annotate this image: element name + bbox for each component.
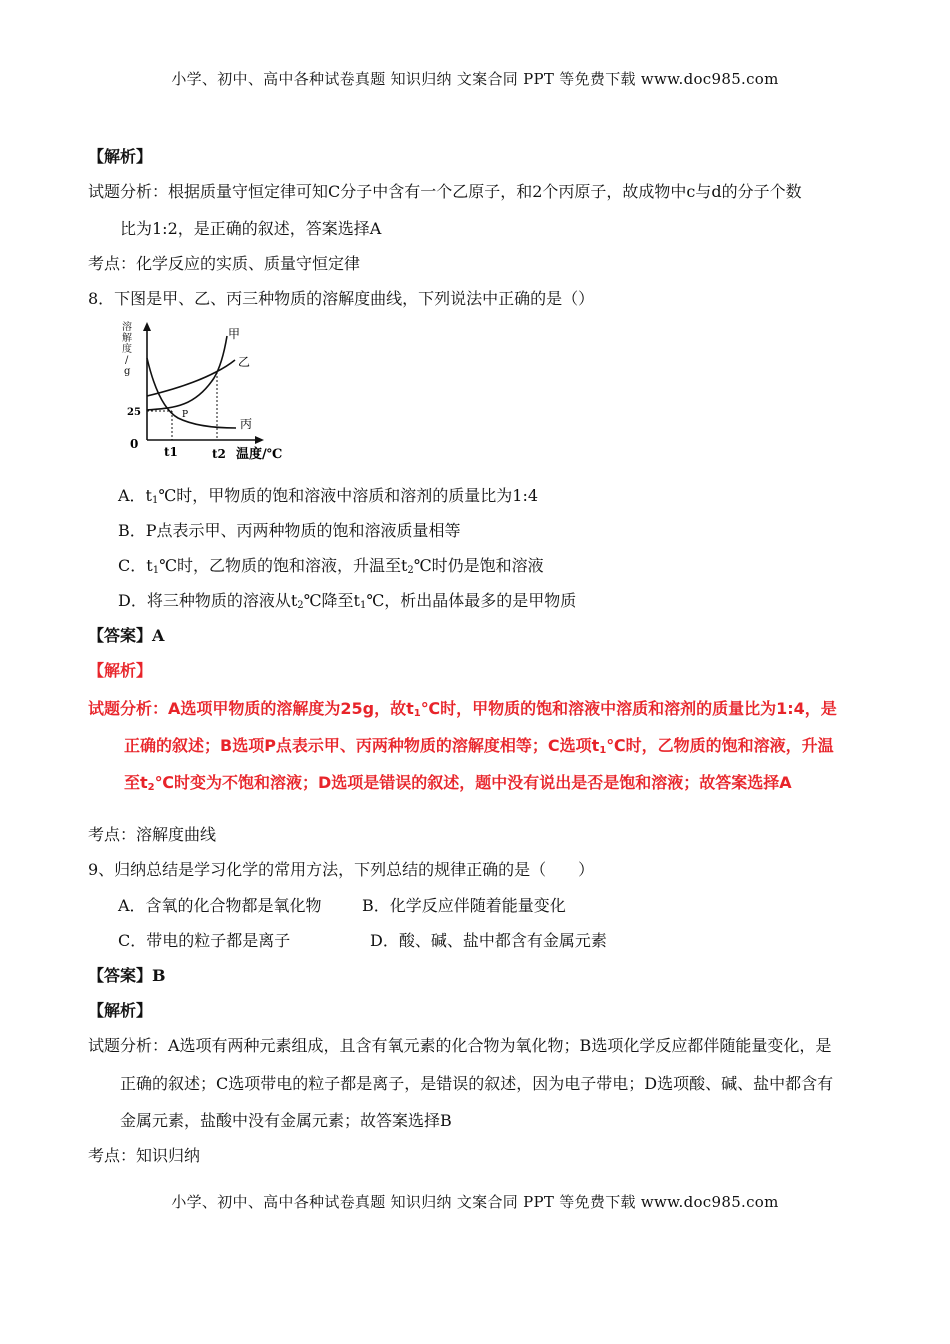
series-label-bing: 丙 <box>240 417 253 431</box>
q9-analysis-line-2: 正确的叙述；C选项带电的粒子都是离子，是错误的叙述，因为电子带电；D选项酸、碱、盐中都含有 <box>120 1074 834 1093</box>
page-footer: 小学、初中、高中各种试卷真题 知识归纳 文案合同 PPT 等免费下载 www.doc985.com <box>171 1193 779 1211</box>
q7-kaodian: 考点：化学反应的实质、质量守恒定律 <box>88 254 361 273</box>
solubility-chart <box>112 318 302 468</box>
q9-stem: 9、归纳总结是学习化学的常用方法，下列总结的规律正确的是（ ） <box>88 860 595 879</box>
q8-option-b: B．P点表示甲、丙两种物质的饱和溶液质量相等 <box>118 521 461 540</box>
q9-option-a: A．含氧的化合物都是氧化物 <box>118 896 322 915</box>
y-axis-label: 溶解度/ g <box>122 322 132 377</box>
q8-option-a: A．$t_1℃$时，甲物质的饱和溶液中溶质和溶剂的质量比为1:4 <box>118 486 539 506</box>
x-axis-arrow <box>255 436 264 444</box>
page-header: 小学、初中、高中各种试卷真题 知识归纳 文案合同 PPT 等免费下载 www.doc985.com <box>171 70 779 88</box>
q9-analysis-line-1: 试题分析：A选项有两种元素组成，且含有氧元素的化合物为氧化物；B选项化学反应都伴随能量变化，是 <box>88 1036 832 1055</box>
x-axis-label: 温度/℃ <box>236 447 283 462</box>
q7-analysis-line-2: 比为1:2，是正确的叙述，答案选择A <box>120 219 382 238</box>
q9-kaodian: 考点：知识归纳 <box>88 1146 201 1165</box>
q8-analysis-line-2: 正确的叙述；B选项P点表示甲、丙两种物质的溶解度相等；C选项$t_1℃$时，乙物质的饱和溶液，升温 <box>124 736 834 756</box>
q8-kaodian: 考点：溶解度曲线 <box>88 825 217 844</box>
series-label-yi: 乙 <box>238 355 251 369</box>
ytick-25: 25 <box>127 407 141 418</box>
q9-option-d: D．酸、碱、盐中都含有金属元素 <box>370 931 607 950</box>
series-label-jia: 甲 <box>228 327 241 341</box>
xtick-t1: t1 <box>164 445 178 459</box>
q8-option-c: C．$t_1℃$时，乙物质的饱和溶液，升温至$t_2℃$时仍是饱和溶液 <box>118 556 544 576</box>
curve-yi <box>147 360 235 396</box>
origin-label: 0 <box>130 437 139 451</box>
q7-analysis-line-1: 试题分析：根据质量守恒定律可知C分子中含有一个乙原子，和2个丙原子，故成物中c与d的分子个数 <box>88 182 802 201</box>
q9-analysis-heading: 【解析】 <box>88 1001 153 1020</box>
q9-analysis-line-3: 金属元素，盐酸中没有金属元素；故答案选择B <box>120 1111 452 1130</box>
y-axis-arrow <box>143 322 151 331</box>
q8-answer: 【答案】A <box>88 626 165 645</box>
q9-answer: 【答案】B <box>88 966 166 985</box>
q9-option-c: C．带电的粒子都是离子 <box>118 931 291 950</box>
point-p-label: P <box>182 410 189 420</box>
q8-stem: 8．下图是甲、乙、丙三种物质的溶解度曲线，下列说法中正确的是（） <box>88 289 595 308</box>
xtick-t2: t2 <box>212 447 226 461</box>
q8-analysis-line-1: 试题分析：A选项甲物质的溶解度为25g，故$t_1℃$时，甲物质的饱和溶液中溶质和溶剂的质量比为1:4，是 <box>88 699 837 719</box>
q8-option-d: D．将三种物质的溶液从$t_2℃$降至$t_1℃$，析出晶体最多的是甲物质 <box>118 591 577 611</box>
q8-analysis-line-3: 至$t_2℃$时变为不饱和溶液；D选项是错误的叙述，题中没有说出是否是饱和溶液；故答案选择A <box>124 773 792 793</box>
q9-option-b: B．化学反应伴随着能量变化 <box>362 896 566 915</box>
q7-analysis-heading: 【解析】 <box>88 147 153 166</box>
q8-analysis-heading: 【解析】 <box>88 661 153 680</box>
